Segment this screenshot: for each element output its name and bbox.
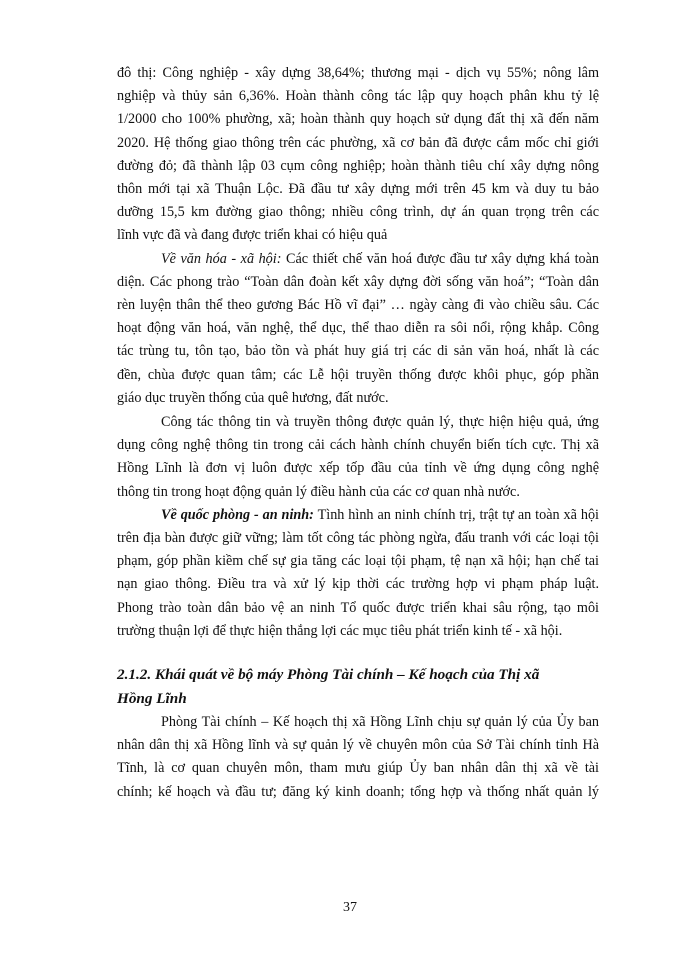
text-line: Tĩnh, là cơ quan chuyên môn, tham mưu giúp Ủy ban nhân dân thị xã về tài [117, 760, 599, 777]
text-line: chính; kế hoạch và đầu tư; đăng ký kinh doanh; tổng hợp và thống nhất quản lý [117, 783, 599, 800]
text-line: dưỡng 15,5 km đường giao thông; nhiều công trình, dự án quan trọng trên các [117, 204, 599, 221]
page-number: 37 [343, 900, 357, 915]
text-line: thôn mới tại xã Thuận Lộc. Đã đầu tư xây dựng mới trên 45 km và duy tu bảo [117, 181, 599, 198]
paragraph-finance-office [117, 711, 599, 804]
italic-lead: Về văn hóa - xã hội: [161, 250, 282, 267]
text-line: Công tác thông tin và truyền thông được quản lý, thực hiện hiệu quả, ứng [161, 414, 599, 431]
text-line: lĩnh vực đã và đang được triển khai có hiệu quả [117, 227, 388, 244]
text-line: trên địa bàn được giữ vững; làm tốt công tác phòng ngừa, đấu tranh với các loại tội [117, 530, 599, 547]
text-line: dụng công nghệ thông tin trong cải cách hành chính chuyển biến tích cực. Thị xã [117, 437, 599, 454]
heading-line: Hồng Lĩnh [117, 690, 187, 708]
text-line [117, 504, 599, 527]
text-line: diện. Các phong trào “Toàn dân đoàn kết xây dựng đời sống văn hoá”; “Toàn dân [117, 273, 599, 290]
text-line: nạn giao thông. Điều tra và xử lý kịp thời các trường hợp vi phạm pháp luật. [117, 576, 599, 593]
text-fragment: Tình hình an ninh chính trị, trật tự an toàn xã hội [313, 506, 599, 523]
paragraph-culture-society [117, 248, 599, 410]
text-line: rèn luyện thân thể theo gương Bác Hồ vĩ đại” … ngày càng đi vào chiều sâu. Các [117, 297, 599, 314]
text-line: Phong trào toàn dân bảo vệ an ninh Tổ quốc được triển khai sâu rộng, tạo môi [117, 599, 599, 616]
text-line [117, 248, 599, 271]
text-line: trường thuận lợi để thực hiện thắng lợi các mục tiêu phát triển kinh tế - xã hội. [117, 622, 563, 639]
text-line: Phòng Tài chính – Kế hoạch thị xã Hồng Lĩnh chịu sự quản lý của Ủy ban [161, 714, 599, 731]
text-line: giáo dục truyền thống của quê hương, đất nước. [117, 389, 389, 406]
text-line: tác trùng tu, tôn tạo, bảo tồn và phát huy giá trị các di sản văn hoá, nhất là các [117, 343, 599, 360]
paragraph-information-communication [117, 411, 599, 504]
text-line: nghiệp và thủy sản 6,36%. Hoàn thành công tác lập quy hoạch phân khu tỷ lệ [117, 88, 599, 105]
text-line: 2020. Hệ thống giao thông trên các phường, xã cơ bản đã được cắm mốc chỉ giới [117, 134, 599, 151]
text-line: đô thị: Công nghiệp - xây dựng 38,64%; thương mại - dịch vụ 55%; nông lâm [117, 65, 599, 81]
paragraph-urban-planning [117, 62, 599, 248]
text-line: đền, chùa được quan tâm; các Lễ hội truyền thống được khôi phục, góp phần [117, 366, 599, 383]
text-fragment: Các thiết chế văn hoá được đầu tư xây dựng khá toàn [281, 250, 599, 267]
page-body [117, 62, 599, 804]
text-line: 1/2000 cho 100% phường, xã; hoàn thành quy hoạch sử dụng đất thị xã đến năm [117, 111, 599, 128]
italic-bold-lead: Về quốc phòng - an ninh: [161, 506, 314, 523]
text-line: hoạt động văn hoá, văn nghệ, thể dục, thể thao diễn ra sôi nổi, rộng khắp. Công [117, 320, 599, 337]
text-line: phạm, góp phần kiềm chế sự gia tăng các loại tội phạm, tệ nạn xã hội; hạn chế tai [117, 553, 599, 570]
paragraph-defense-security [117, 504, 599, 643]
section-heading [117, 663, 599, 711]
text-line: đường đỏ; đã thành lập 03 cụm công nghiệp; hoàn thành tiêu chí xây dựng nông [117, 157, 599, 174]
text-line: nhân dân thị xã Hồng lĩnh và sự quản lý về chuyên môn của Sở Tài chính tỉnh Hà [117, 737, 599, 754]
text-line: Hồng Lĩnh là đơn vị luôn được xếp tốp đầu của tỉnh về ứng dụng công nghệ [117, 460, 599, 477]
text-line: thông tin trong hoạt động quản lý điều hành của các cơ quan nhà nước. [117, 483, 520, 500]
heading-line: 2.1.2. Khái quát về bộ máy Phòng Tài chính – Kế hoạch của Thị xã [117, 666, 540, 684]
